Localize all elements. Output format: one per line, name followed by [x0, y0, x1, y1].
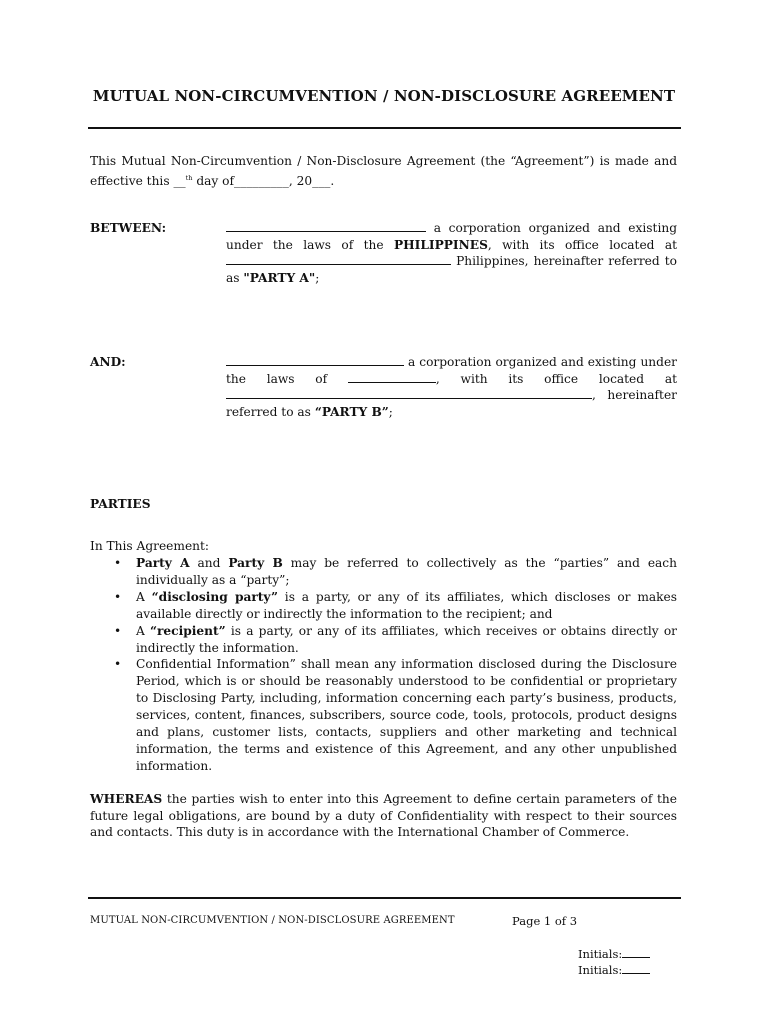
party-a-name-blank — [226, 220, 426, 232]
bullet-icon: • — [114, 556, 122, 570]
party-b-name-blank — [226, 354, 404, 366]
party-a-country: PHILIPPINES — [393, 237, 488, 252]
party-a-text-2: , with its office located at — [487, 237, 677, 252]
term-party-b: Party B — [228, 556, 283, 570]
party-a-text-1: a corporation organized and existing under the laws of the — [226, 221, 677, 252]
article-text: A — [136, 589, 152, 604]
and-label: AND: — [90, 355, 126, 369]
term-party-a: Party A — [136, 556, 190, 570]
party-b-text-2: , with its office located at — [435, 371, 677, 386]
list-item — [90, 555, 677, 589]
whereas-lead: WHEREAS — [90, 792, 163, 806]
party-b-country-blank — [348, 371, 436, 383]
parties-heading: PARTIES — [90, 497, 151, 511]
party-a-designation: "PARTY A" — [243, 270, 316, 285]
initials-blank — [622, 947, 650, 958]
party-a-address-blank — [226, 253, 451, 265]
party-a-text-3: Philippines, hereinafter referred to as — [226, 254, 677, 285]
conjunction-text: and — [189, 556, 229, 570]
definition-text: Confidential Information” shall mean any information disclosed during the Disclosure Period, which is or should be reasonably understood to be confidential or proprietary to Disclosing Party, including, information concerning each party’s business, products, services, content, finances, subscribers, source code, tools, protocols, product designs and plans, customer lists, contacts, suppliers and other marketing and technical information, the terms and existence of this Agreement, and any other unpublished information. — [136, 657, 677, 773]
whereas-text: the parties wish to enter into this Agreement to define certain parameters of the future legal obligations, are bound by a duty of Confidentiality with respect to their sources and contacts. This duty is in accordance with the International Chamber of Commerce. — [90, 792, 677, 840]
definition-text: is a party, or any of its affiliates, which receives or obtains directly or indirectly the information. — [136, 623, 677, 655]
intro-text-2: day of_________, 20___. — [192, 173, 335, 188]
parties-intro: In This Agreement: — [90, 539, 210, 553]
party-b-end: ; — [388, 404, 393, 419]
definition-text: may be referred to collectively as the “parties” and each individually as a “party”; — [136, 556, 677, 587]
intro-superscript: th — [185, 173, 193, 182]
bullet-icon: • — [114, 589, 122, 604]
party-a-block — [226, 220, 677, 286]
term-disclosing-party: “disclosing party” — [151, 589, 278, 604]
party-b-text-3: , hereinafter referred to as — [226, 388, 677, 419]
initials-blank — [622, 963, 650, 974]
bullet-icon: • — [114, 623, 122, 638]
party-b-text-1: a corporation organized and existing under the laws of — [226, 355, 677, 386]
whereas-paragraph — [90, 791, 677, 841]
article-text: A — [136, 623, 150, 638]
party-b-block — [226, 354, 677, 420]
term-recipient: “recipient” — [150, 623, 226, 638]
title-divider — [88, 127, 681, 129]
intro-paragraph — [90, 153, 677, 189]
list-item — [90, 589, 677, 623]
definition-text: is a party, or any of its affiliates, which discloses or makes available directly or indirectly the information to the recipient; and — [136, 589, 678, 621]
party-b-designation: “PARTY B” — [314, 404, 389, 419]
intro-text-1: This Mutual Non-Circumvention / Non-Disclosure Agreement (the “Agreement”) is made and effective this __ — [90, 154, 677, 188]
between-label: BETWEEN: — [90, 221, 167, 235]
initials-label: Initials: — [578, 963, 623, 977]
initials-label: Initials: — [578, 947, 623, 961]
bullet-icon: • — [114, 657, 122, 672]
initials-field-1 — [578, 947, 650, 961]
list-item — [90, 623, 677, 657]
document-title: MUTUAL NON-CIRCUMVENTION / NON-DISCLOSURE AGREEMENT — [92, 87, 676, 105]
initials-field-2 — [578, 963, 650, 977]
list-item — [90, 656, 677, 774]
page-number: Page 1 of 3 — [512, 914, 578, 928]
definitions-list — [90, 555, 677, 775]
footer-divider — [88, 897, 681, 899]
footer-title: MUTUAL NON-CIRCUMVENTION / NON-DISCLOSURE AGREEMENT — [90, 915, 455, 926]
party-a-end: ; — [315, 270, 320, 285]
party-b-address-blank — [226, 387, 592, 399]
